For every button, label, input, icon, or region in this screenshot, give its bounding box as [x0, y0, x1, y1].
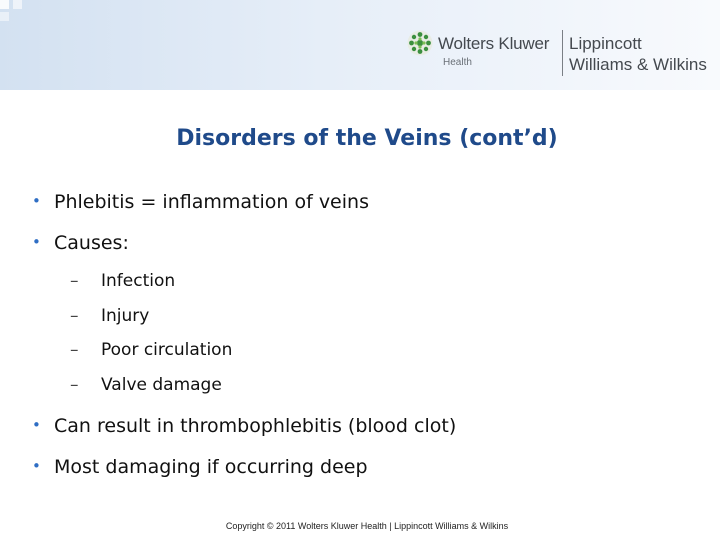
copyright-footer: Copyright © 2011 Wolters Kluwer Health | Lippincott Williams & Wilkins — [225, 521, 509, 531]
corner-decoration — [0, 0, 40, 24]
sub-bullet-item — [70, 340, 232, 360]
wolters-kluwer-logo-icon — [407, 30, 433, 56]
logo-primary-text: Wolters Kluwer — [438, 34, 550, 53]
bullet-dot: • — [32, 457, 41, 475]
bullet-item — [32, 456, 368, 478]
bullet-dot: • — [32, 416, 41, 434]
bullet-dot: • — [32, 233, 41, 251]
sub-bullet-text: Infection — [101, 271, 176, 291]
sub-bullet-dash: – — [70, 306, 79, 326]
sub-bullet-dash: – — [70, 375, 79, 395]
bullet-item — [32, 415, 456, 437]
logo-divider — [562, 30, 563, 76]
bullet-dot: • — [32, 192, 41, 210]
bullet-text: Most damaging if occurring deep — [54, 456, 368, 478]
bullet-text: Causes: — [54, 232, 129, 254]
logo-secondary-line1: Lippincott — [569, 34, 642, 53]
sub-bullet-item — [70, 271, 175, 291]
sub-bullet-item — [70, 375, 222, 395]
sub-bullet-text: Injury — [101, 306, 150, 326]
sub-bullet-dash: – — [70, 271, 79, 291]
publisher-logo — [407, 28, 717, 80]
header-band — [0, 0, 720, 90]
sub-bullet-dash: – — [70, 340, 79, 360]
sub-bullet-text: Valve damage — [101, 375, 222, 395]
bullet-item — [32, 191, 369, 213]
logo-secondary-text — [569, 33, 707, 75]
bullet-item — [32, 232, 129, 254]
bullet-text: Can result in thrombophlebitis (blood clot) — [54, 415, 457, 437]
bullet-text: Phlebitis = inflammation of veins — [54, 191, 369, 213]
slide-title: Disorders of the Veins (cont’d) — [176, 126, 558, 151]
logo-secondary-line2: Williams & Wilkins — [569, 55, 707, 74]
sub-bullet-text: Poor circulation — [101, 340, 233, 360]
logo-sub-text: Health — [443, 57, 472, 68]
sub-bullet-item — [70, 306, 149, 326]
